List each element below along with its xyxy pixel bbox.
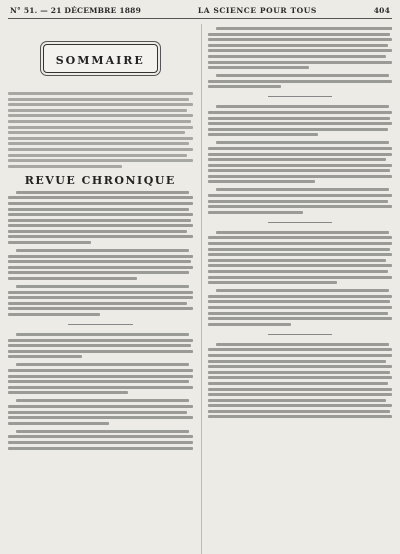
text-line — [8, 260, 191, 263]
text-line — [208, 300, 391, 303]
text-line — [216, 27, 393, 30]
text-line — [8, 422, 109, 425]
text-line — [8, 131, 185, 134]
text-line — [208, 205, 393, 208]
text-line — [208, 117, 391, 120]
text-line — [208, 164, 393, 167]
page-header — [8, 6, 392, 19]
text-line — [8, 224, 193, 227]
text-line — [208, 399, 387, 402]
text-line — [8, 208, 189, 211]
text-line — [8, 441, 193, 444]
text-line — [208, 242, 393, 245]
text-line — [208, 270, 389, 273]
text-line — [8, 241, 91, 244]
text-line — [216, 343, 389, 346]
paragraph — [208, 141, 393, 183]
text-line — [8, 154, 187, 157]
text-line — [208, 323, 291, 326]
text-line — [8, 375, 193, 378]
text-line — [208, 200, 389, 203]
text-line — [208, 281, 337, 284]
text-line — [208, 312, 389, 315]
text-line — [16, 430, 189, 433]
section-divider — [268, 222, 333, 223]
text-line — [216, 74, 389, 77]
paragraph — [208, 343, 393, 419]
text-line — [208, 264, 393, 267]
section-divider — [68, 324, 133, 325]
text-line — [8, 302, 187, 305]
text-line — [208, 393, 393, 396]
right-column — [201, 24, 393, 554]
text-line — [8, 103, 193, 106]
text-line — [216, 105, 389, 108]
text-line — [8, 386, 193, 389]
text-line — [208, 61, 393, 64]
text-line — [208, 55, 387, 58]
section-divider — [268, 96, 333, 97]
text-line — [8, 159, 193, 162]
text-line — [16, 333, 189, 336]
text-line — [208, 306, 393, 309]
text-line — [208, 253, 393, 256]
text-line — [8, 230, 187, 233]
paragraph — [208, 188, 393, 213]
text-line — [8, 196, 193, 199]
text-line — [216, 141, 389, 144]
text-line — [208, 133, 319, 136]
text-line — [208, 44, 389, 47]
text-line — [8, 271, 189, 274]
paragraph — [8, 191, 193, 244]
page-number: 404 — [373, 6, 390, 15]
text-line — [8, 355, 82, 358]
text-line — [208, 128, 389, 131]
text-line — [208, 147, 393, 150]
paragraph — [8, 399, 193, 424]
journal-title: LA SCIENCE POUR TOUS — [197, 6, 317, 15]
text-line — [8, 98, 189, 101]
right-text — [208, 27, 393, 418]
text-line — [208, 180, 315, 183]
text-line — [8, 165, 122, 168]
text-line — [8, 126, 193, 129]
columns — [8, 24, 392, 554]
text-line — [208, 317, 393, 320]
text-line — [8, 344, 191, 347]
sommaire-title: SOMMAIRE — [55, 53, 145, 67]
text-line — [8, 137, 193, 140]
text-line — [8, 411, 187, 414]
text-line — [208, 49, 393, 52]
text-line — [8, 296, 193, 299]
text-line — [8, 435, 193, 438]
text-line — [208, 38, 393, 41]
text-line — [208, 365, 393, 368]
paragraph — [8, 249, 193, 280]
text-line — [8, 291, 193, 294]
text-line — [208, 236, 393, 239]
left-column — [8, 24, 193, 554]
text-line — [16, 249, 189, 252]
text-line — [16, 363, 189, 366]
text-line — [8, 313, 100, 316]
text-line — [208, 404, 393, 407]
text-line — [208, 194, 393, 197]
paragraph — [208, 231, 393, 284]
text-line — [208, 153, 393, 156]
paragraph — [8, 285, 193, 316]
text-line — [16, 191, 189, 194]
text-line — [208, 415, 393, 418]
paragraph — [8, 363, 193, 394]
text-line — [208, 33, 391, 36]
text-line — [208, 158, 387, 161]
section-divider — [268, 334, 333, 335]
sommaire-box — [8, 28, 193, 88]
text-line — [8, 213, 193, 216]
text-line — [216, 231, 389, 234]
revue-text — [8, 191, 193, 450]
text-line — [8, 339, 193, 342]
text-line — [8, 380, 189, 383]
text-line — [8, 307, 193, 310]
text-line — [8, 369, 193, 372]
text-line — [208, 382, 389, 385]
text-line — [8, 219, 191, 222]
text-line — [208, 388, 393, 391]
issue-date: N° 51. — 21 DÉCEMBRE 1889 — [10, 6, 142, 15]
text-line — [208, 122, 393, 125]
text-line — [208, 410, 391, 413]
text-line — [208, 211, 304, 214]
text-line — [208, 376, 393, 379]
text-line — [208, 169, 391, 172]
text-line — [8, 255, 193, 258]
text-line — [208, 85, 282, 88]
text-line — [8, 447, 193, 450]
text-line — [208, 259, 387, 262]
text-line — [8, 148, 193, 151]
text-line — [8, 266, 193, 269]
text-line — [208, 348, 393, 351]
text-line — [208, 66, 309, 69]
text-line — [208, 354, 393, 357]
paragraph — [208, 27, 393, 69]
text-line — [208, 371, 391, 374]
sommaire-frame — [43, 44, 158, 73]
paragraph — [208, 74, 393, 88]
text-line — [8, 120, 191, 123]
text-line — [8, 416, 193, 419]
text-line — [208, 175, 393, 178]
text-line — [16, 285, 189, 288]
text-line — [8, 142, 189, 145]
paragraph — [8, 430, 193, 450]
text-line — [208, 360, 387, 363]
text-line — [16, 399, 189, 402]
text-line — [8, 350, 193, 353]
text-line — [208, 80, 393, 83]
text-line — [8, 235, 193, 238]
paragraph — [208, 105, 393, 136]
paragraph — [208, 289, 393, 326]
text-line — [208, 276, 393, 279]
text-line — [8, 405, 193, 408]
sommaire-text — [8, 92, 193, 168]
text-line — [216, 188, 389, 191]
text-line — [208, 248, 391, 251]
text-line — [208, 111, 393, 114]
text-line — [208, 295, 393, 298]
revue-chronique-title: REVUE CHRONIQUE — [24, 173, 176, 187]
text-line — [8, 92, 193, 95]
text-line — [8, 202, 193, 205]
text-line — [8, 277, 137, 280]
paragraph — [8, 333, 193, 358]
text-line — [216, 289, 389, 292]
text-line — [8, 391, 128, 394]
text-line — [8, 114, 193, 117]
text-line — [8, 109, 187, 112]
